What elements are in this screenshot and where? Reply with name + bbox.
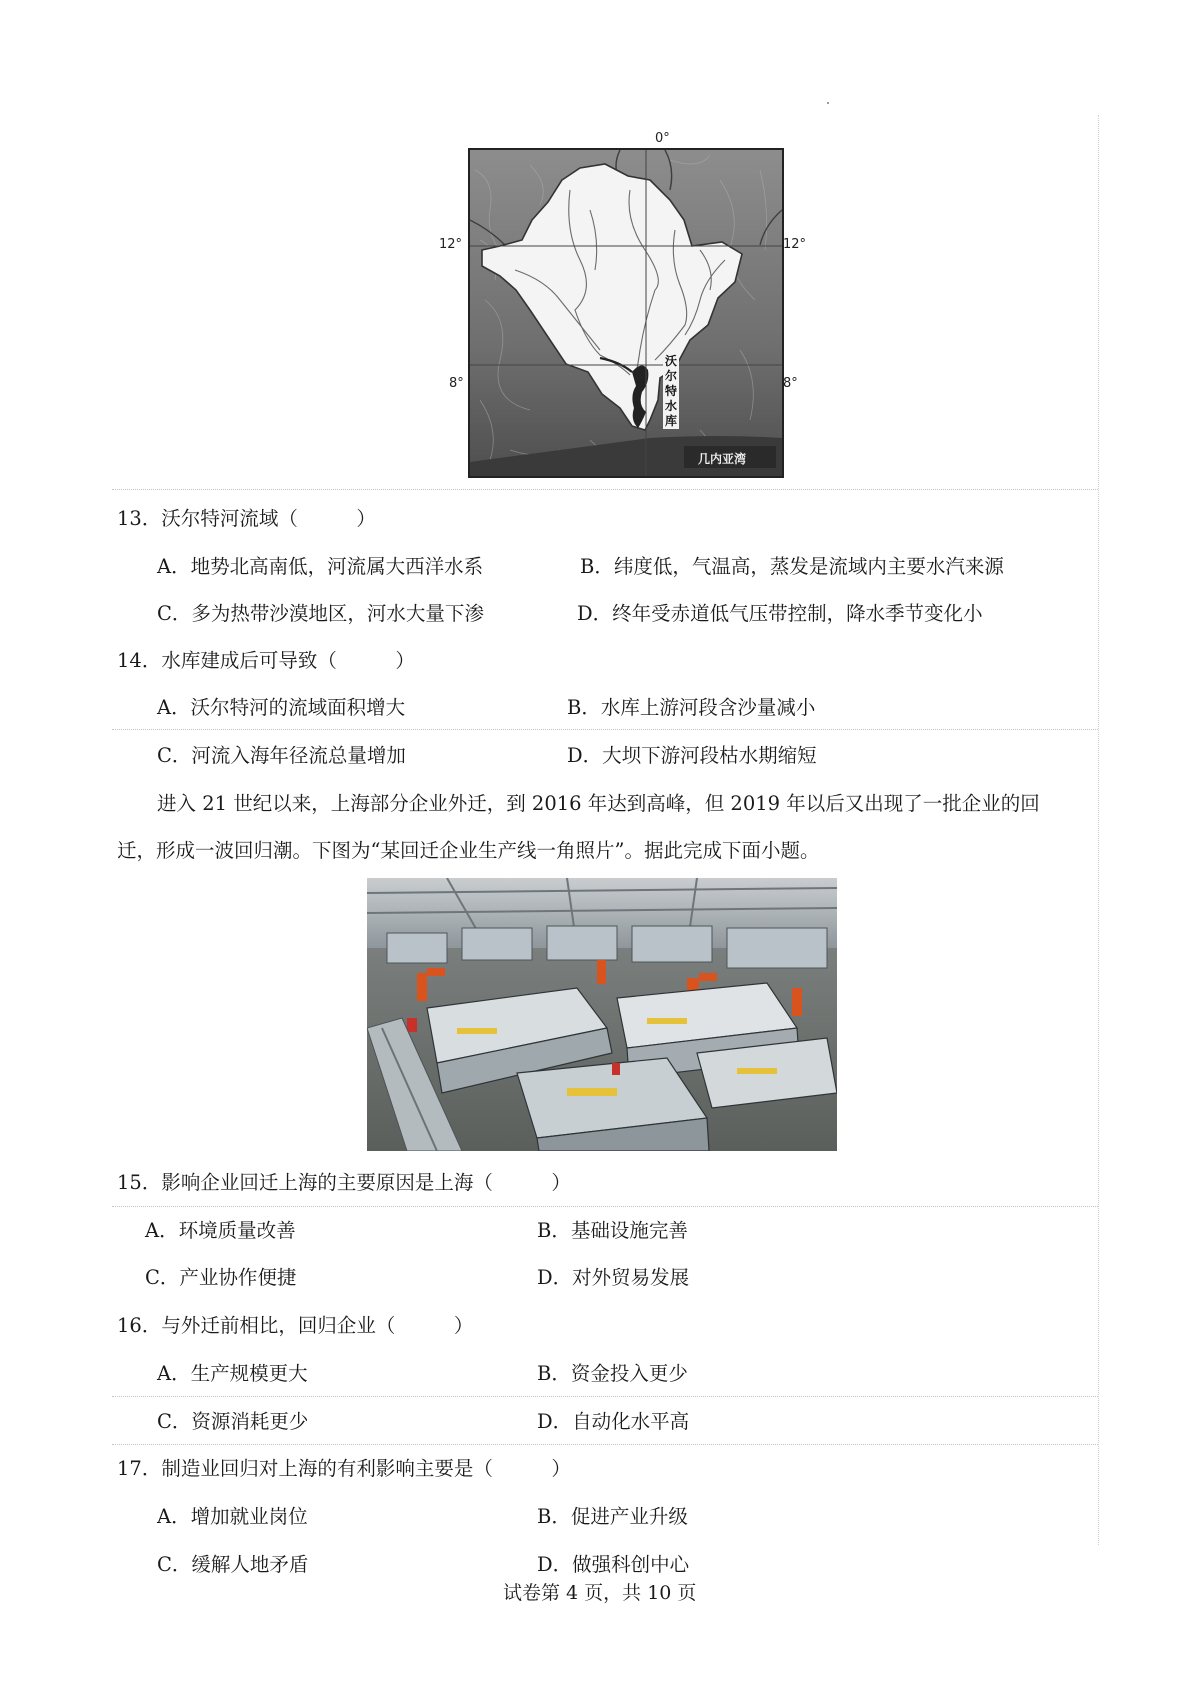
gulf-label: 几内亚湾 — [698, 452, 747, 466]
passage-line-2: 迁，形成一波回归潮。下图为“某回迁企业生产线一角照片”。据此完成下面小题。 — [117, 839, 820, 862]
q14-option-b: B．水库上游河段含沙量减小 — [567, 696, 816, 719]
q17-option-d: D．做强科创中心 — [537, 1553, 690, 1576]
q13-option-d: D．终年受赤道低气压带控制，降水季节变化小 — [577, 602, 983, 625]
volta-basin-map — [468, 148, 784, 478]
q17-option-c: C．缓解人地矛盾 — [157, 1553, 309, 1576]
question-15-stem: 15．影响企业回迁上海的主要原因是上海（ ） — [117, 1171, 571, 1194]
separator — [112, 1444, 1098, 1445]
separator — [112, 1396, 1098, 1397]
factory-production-line-photo — [367, 878, 837, 1151]
passage-line-1: 进入 21 世纪以来，上海部分企业外迁，到 2016 年达到高峰，但 2019 年以后又出现了一批企业的回 — [157, 792, 1040, 815]
q13-option-c: C．多为热带沙漠地区，河水大量下渗 — [157, 602, 484, 625]
reservoir-label: 沃尔特水库 — [664, 354, 677, 428]
lat-label-8-left: 8° — [449, 376, 464, 391]
q16-option-d: D．自动化水平高 — [537, 1410, 690, 1433]
q15-option-d: D．对外贸易发展 — [537, 1266, 690, 1289]
lon-label-0: 0° — [655, 131, 670, 146]
q16-option-c: C．资源消耗更少 — [157, 1410, 309, 1433]
q17-option-a: A．增加就业岗位 — [157, 1505, 308, 1528]
q16-option-a: A．生产规模更大 — [157, 1362, 308, 1385]
separator — [112, 1206, 1098, 1207]
q16-option-b: B．资金投入更少 — [537, 1362, 688, 1385]
lat-label-12-right: 12° — [783, 237, 807, 252]
question-16-stem: 16．与外迁前相比，回归企业（ ） — [117, 1314, 474, 1337]
lat-label-8-right: 8° — [783, 376, 798, 391]
question-14-stem: 14．水库建成后可导致（ ） — [117, 649, 415, 672]
margin-guide — [1098, 115, 1099, 1545]
lat-label-12-left: 12° — [439, 237, 463, 252]
q13-option-a: A．地势北高南低，河流属大西洋水系 — [157, 555, 484, 578]
q15-option-b: B．基础设施完善 — [537, 1219, 688, 1242]
question-17-stem: 17．制造业回归对上海的有利影响主要是（ ） — [117, 1457, 571, 1480]
q14-option-c: C．河流入海年径流总量增加 — [157, 744, 406, 767]
corner-dot — [827, 102, 829, 104]
separator — [112, 729, 1098, 730]
q13-option-b: B．纬度低，气温高，蒸发是流域内主要水汽来源 — [580, 555, 1004, 578]
q17-option-b: B．促进产业升级 — [537, 1505, 688, 1528]
page-footer: 试卷第 4 页，共 10 页 — [503, 1582, 697, 1604]
q14-option-d: D．大坝下游河段枯水期缩短 — [567, 744, 817, 767]
q15-option-c: C．产业协作便捷 — [145, 1266, 297, 1289]
q14-option-a: A．沃尔特河的流域面积增大 — [157, 696, 406, 719]
q15-option-a: A．环境质量改善 — [145, 1219, 296, 1242]
question-13-stem: 13．沃尔特河流域（ ） — [117, 507, 376, 530]
separator — [112, 489, 1098, 490]
